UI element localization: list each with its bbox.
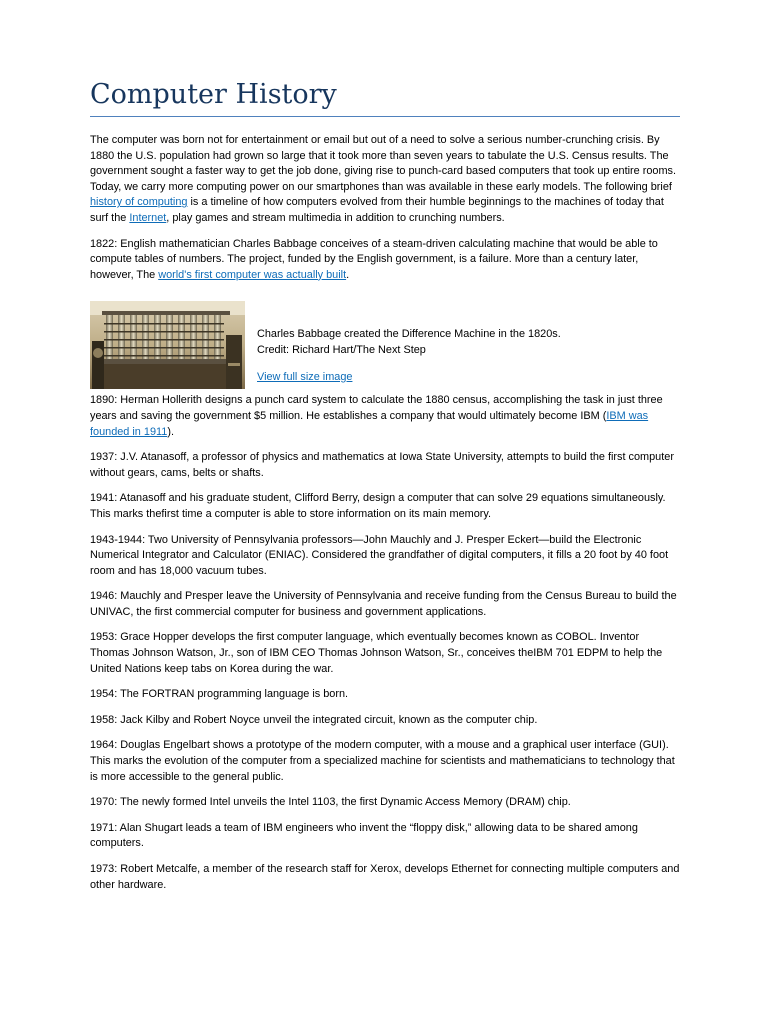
intro-text-1: The computer was born not for entertainment or email but out of a need to solve a serious number-crunching crisis. By 1880 the U.S. population had grown so large that it took more than seven years to tabulate the U.S. Census results. The government sought a faster way to get the job done, giving rise to punch-card based computers that took up entire rooms. Today, we carry more computing power on our smartphones than was available in these early models. The following brief xyxy=(90,134,677,193)
entry-1964: 1964: Douglas Engelbart shows a prototype of the modern computer, with a mouse and a graphical user interface (GUI). This marks the evolution of the computer from a specialized machine for scientists and mathematicians to technology that is more accessible to the general public. xyxy=(90,739,675,783)
view-full-size-image-link[interactable]: View full size image xyxy=(257,370,353,383)
entry-1937: 1937: J.V. Atanasoff, a professor of physics and mathematics at Iowa State University, attempts to build the first computer without gears, cams, belts or shafts. xyxy=(90,451,674,479)
entry-1822 xyxy=(90,237,680,284)
document-body xyxy=(90,133,680,903)
entry-1890-end: ). xyxy=(167,425,174,438)
entry-1973: 1973: Robert Metcalfe, a member of the research staff for Xerox, develops Ethernet for connecting multiple computers and other hardware. xyxy=(90,863,680,891)
caption-credit: Credit: Richard Hart/The Next Step xyxy=(257,343,426,356)
entry-1890 xyxy=(90,393,680,440)
entry-1822-end: . xyxy=(346,268,350,281)
caption-line-1: Charles Babbage created the Difference Machine in the 1820s. xyxy=(257,328,561,341)
ibm-founded-link[interactable]: IBM was founded in 1911 xyxy=(90,409,649,438)
entry-1953: 1953: Grace Hopper develops the first computer language, which eventually becomes known as COBOL. Inventor Thomas Johnson Watson, Jr., son of IBM CEO Thomas Johnson Watson, Sr., conceives theIBM 701 EDPM to help the United Nations keep tabs on Korea during the war. xyxy=(90,631,663,675)
entry-1941: 1941: Atanasoff and his graduate student, Clifford Berry, design a computer that can solve 29 equations simultaneously. This marks thefirst time a computer is able to store information on its main memory. xyxy=(90,492,666,520)
entry-1970: 1970: The newly formed Intel unveils the Intel 1103, the first Dynamic Access Memory (DRAM) chip. xyxy=(90,796,571,809)
entry-1822-text: 1822: English mathematician Charles Babbage conceives of a steam-driven calculating machine that would be able to compute tables of numbers. The project, funded by the English government, is a failure. More than a century later, however, The xyxy=(90,237,658,281)
internet-link[interactable]: Internet xyxy=(129,211,167,224)
entry-1954: 1954: The FORTRAN programming language is born. xyxy=(90,688,349,701)
first-computer-built-link[interactable]: world's first computer was actually built xyxy=(158,268,347,281)
figure-caption xyxy=(257,327,677,385)
entry-1946: 1946: Mauchly and Presper leave the University of Pennsylvania and receive funding from the Census Bureau to build the UNIVAC, the first commercial computer for business and government applications. xyxy=(90,590,677,618)
difference-engine-photo[interactable] xyxy=(90,301,245,389)
entry-1890-text: 1890: Herman Hollerith designs a punch card system to calculate the 1880 census, accomplishing the task in just three years and saving the government $5 million. He establishes a company that would ultimately become IBM ( xyxy=(90,394,663,422)
history-of-computing-link[interactable]: history of computing xyxy=(90,196,188,209)
title-underline xyxy=(90,116,680,117)
intro-paragraph xyxy=(90,133,680,227)
intro-text-2: is a timeline of how computers evolved from their humble beginnings to the machines of today that surf the xyxy=(90,196,664,224)
page-title: Computer History xyxy=(90,79,337,110)
intro-text-3: , play games and stream multimedia in addition to crunching numbers. xyxy=(166,211,505,224)
entry-1958: 1958: Jack Kilby and Robert Noyce unveil the integrated circuit, known as the computer chip. xyxy=(90,713,538,726)
difference-engine-figure xyxy=(90,301,680,389)
entry-1971: 1971: Alan Shugart leads a team of IBM engineers who invent the “floppy disk,” allowing data to be shared among computers. xyxy=(90,821,638,850)
entry-1943-1944: 1943-1944: Two University of Pennsylvania professors—John Mauchly and J. Presper Eckert—build the Electronic Numerical Integrator and Calculator (ENIAC). Considered the grandfather of digital computers, it fills a 20 foot by 40 foot room and has 18,000 vacuum tubes. xyxy=(90,533,669,577)
